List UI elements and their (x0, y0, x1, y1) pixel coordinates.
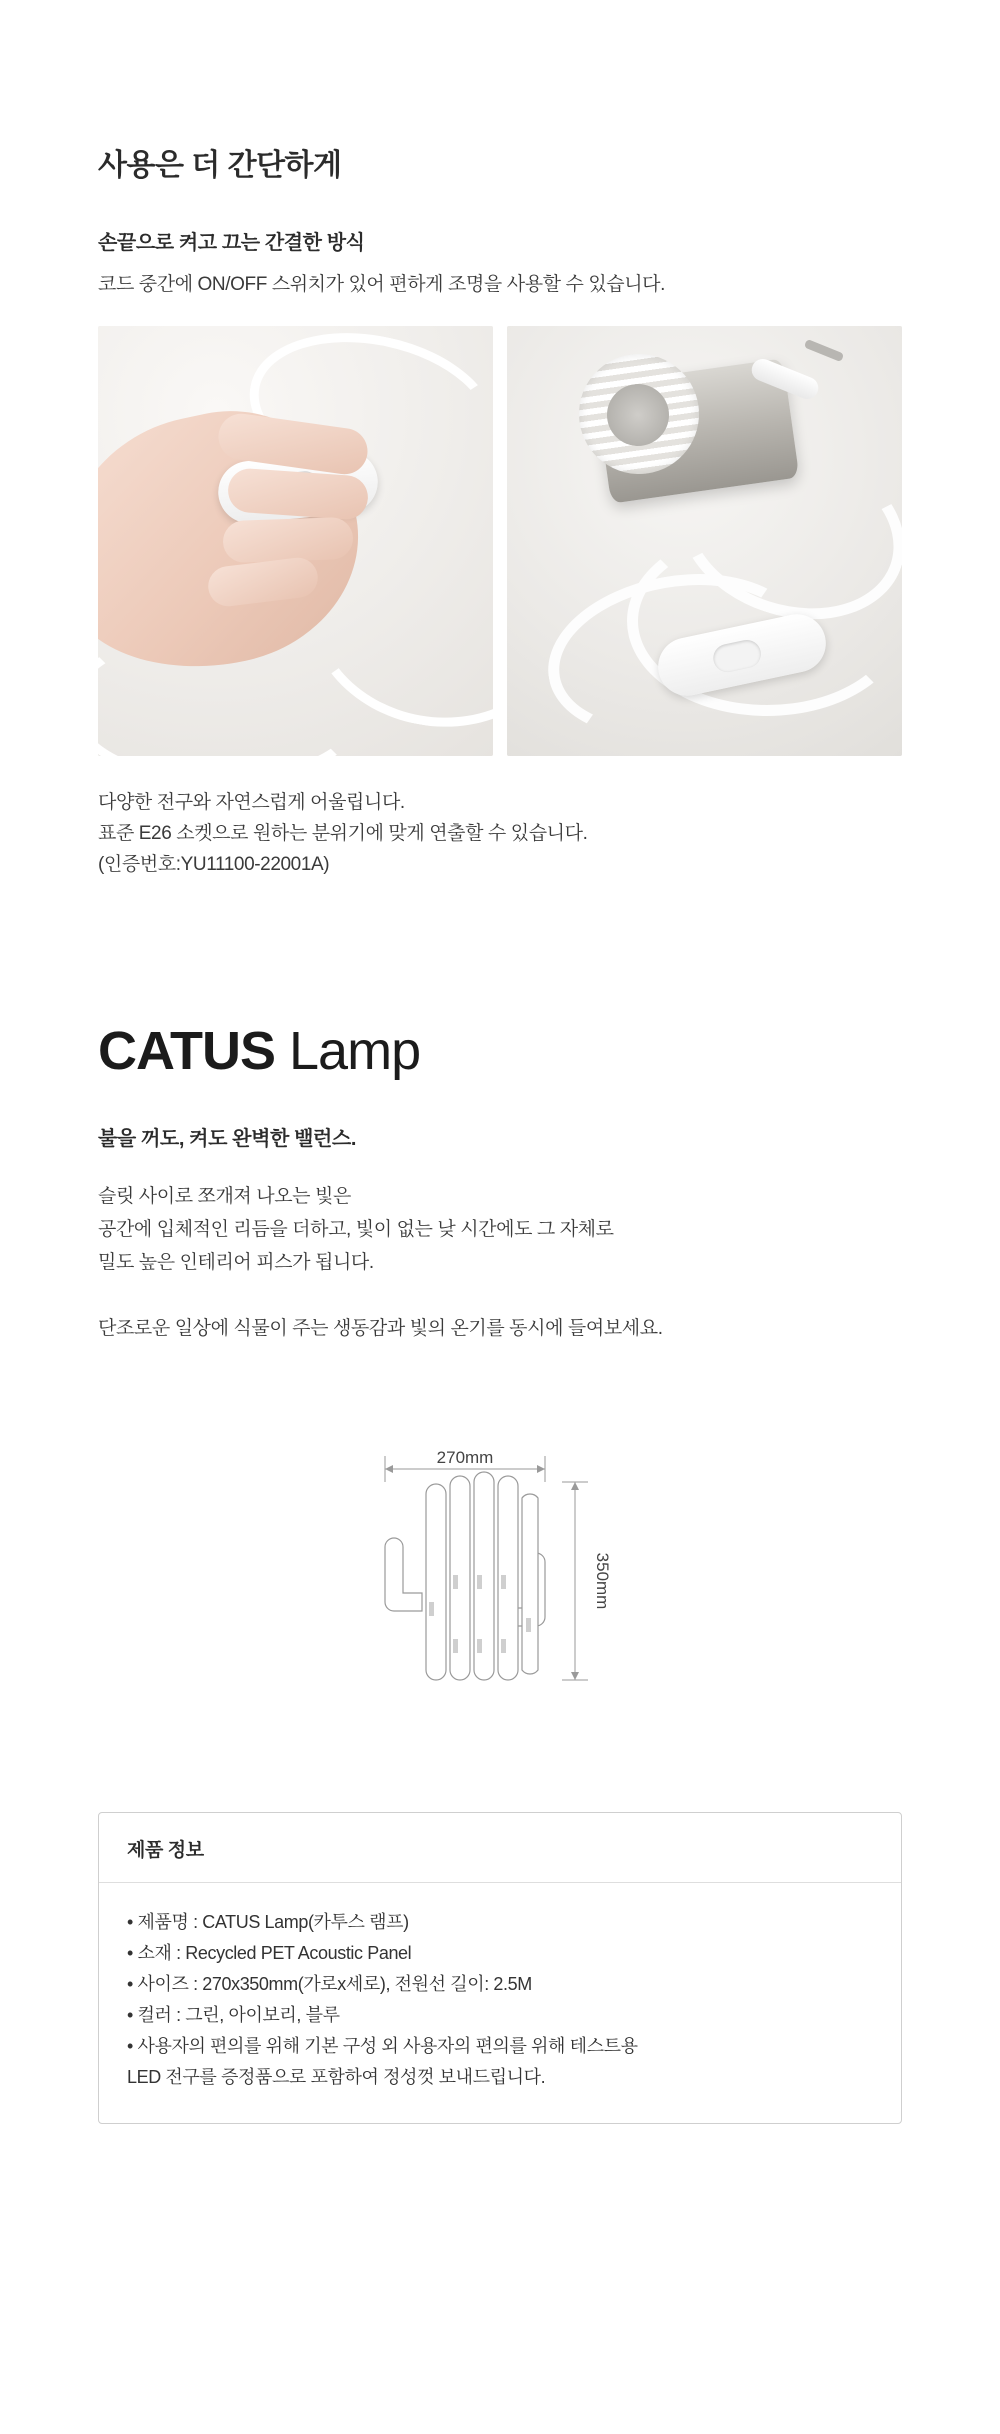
brand-subtitle: 불을 꺼도, 켜도 완벽한 밸런스. (98, 1128, 356, 1151)
finger-shape (222, 517, 353, 564)
brand-body-secondary (98, 1279, 902, 1346)
brand-title (98, 880, 902, 1082)
usage-note (98, 756, 902, 880)
height-label: 350mm (593, 1552, 612, 1610)
lamp-outline (385, 1472, 545, 1680)
brand-body-line-2: 공간에 입체적인 리듬을 더하고, 빛이 없는 낮 시간에도 그 자체로 (98, 1218, 614, 1240)
list-item: • 소재 : Recycled PET Acoustic Panel (127, 1942, 412, 1963)
socket-opening (607, 384, 669, 446)
photo-hand-switch (98, 326, 493, 756)
brand-name-bold: CATUS (98, 1021, 275, 1082)
product-info-box (98, 1812, 902, 2124)
brand-body (98, 1151, 902, 1279)
usage-note-line-3: (인증번호:YU11100-22001A) (98, 853, 330, 875)
product-info-list (99, 1883, 901, 2123)
list-item: • 제품명 : CATUS Lamp(카투스 램프) (127, 1911, 409, 1932)
usage-subtitle: 손끝으로 켜고 끄는 간결한 방식 (98, 232, 365, 254)
brand-body-line-4: 단조로운 일상에 식물이 주는 생동감과 빛의 온기를 동시에 들여보세요. (98, 1318, 663, 1340)
brand-name-light: Lamp (289, 1021, 421, 1082)
photo-socket-cord (507, 326, 902, 756)
list-item: • 사이즈 : 270x350mm(가로x세로), 전원선 길이: 2.5M (127, 1973, 532, 1994)
usage-description: 코드 중간에 ON/OFF 스위치가 있어 편하게 조명을 사용할 수 있습니다. (98, 274, 666, 295)
brand-body-line-3: 밀도 높은 인테리어 피스가 됩니다. (98, 1251, 374, 1273)
brand-section (98, 880, 902, 1346)
usage-note-line-2: 표준 E26 소켓으로 원하는 분위기에 맞게 연출할 수 있습니다. (98, 822, 588, 844)
width-label: 270mm (436, 1447, 494, 1467)
usage-photo-row (98, 296, 902, 756)
list-item: • 사용자의 편의를 위해 기본 구성 외 사용자의 편의를 위해 테스트용 (127, 2035, 638, 2056)
height-dimension-line (562, 1482, 588, 1680)
usage-note-line-1: 다양한 전구와 자연스럽게 어울립니다. (98, 792, 405, 813)
dimension-diagram (290, 1442, 710, 1702)
usage-title: 사용은 더 간단하게 (98, 149, 342, 182)
dimension-diagram-svg (290, 1442, 710, 1702)
dimension-diagram-wrap (98, 1346, 902, 1702)
brand-body-line-1: 슬릿 사이로 쪼개져 나오는 빛은 (98, 1186, 351, 1208)
product-info-heading: 제품 정보 (99, 1813, 901, 1883)
bottom-spacer (98, 2124, 902, 2184)
list-item: • 컬러 : 그린, 아이보리, 블루 (127, 2004, 340, 2025)
list-item-continuation: LED 전구를 증정품으로 포함하여 정성껏 보내드립니다. (127, 2066, 546, 2087)
usage-section (98, 0, 902, 880)
